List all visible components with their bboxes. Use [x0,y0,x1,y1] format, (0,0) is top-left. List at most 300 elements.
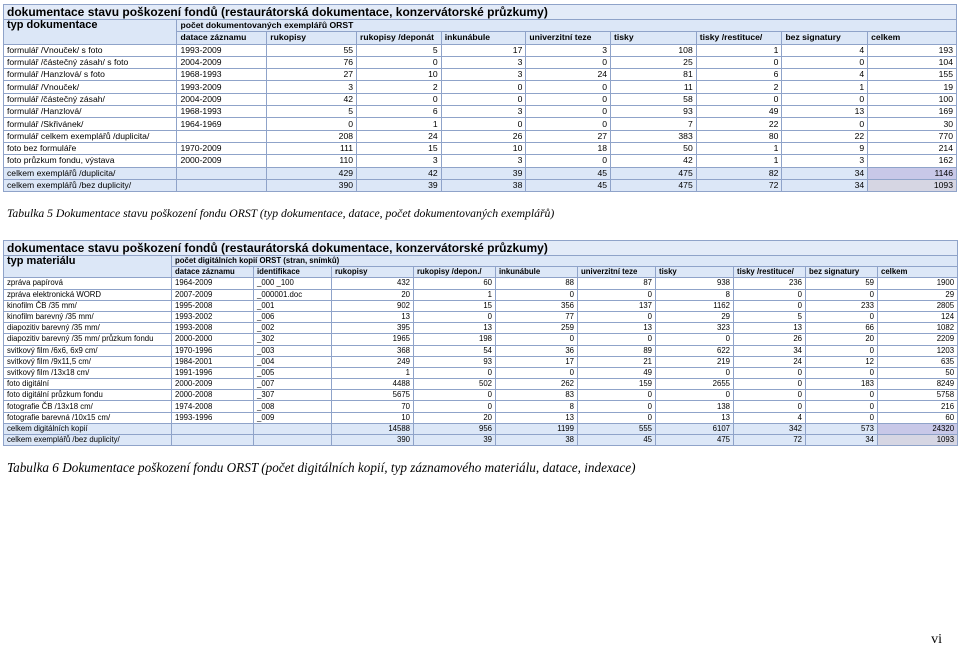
table-cell: 262 [496,379,578,390]
table-cell: 368 [332,345,414,356]
table-cell: 0 [806,367,878,378]
table-cell: 124 [878,311,958,322]
column-header: tisky [611,32,697,44]
table-cell: 0 [526,106,611,118]
table-cell: 13 [578,323,656,334]
table-cell: 13 [656,412,734,423]
table-cell: 76 [267,56,357,68]
table-cell: 3 [267,81,357,93]
table-cell: 214 [868,142,957,154]
table-cell: 249 [332,356,414,367]
table-cell: 2000-2009 [172,379,254,390]
total-cell: 45 [526,167,611,179]
column-header: rukopisy /depon./ [414,267,496,278]
table-cell: 11 [611,81,697,93]
table-cell: _006 [254,311,332,322]
row-label: diapozitiv barevný /35 mm/ průzkum fondu [4,334,172,345]
total-cell: 39 [414,435,496,446]
table-cell: _000 _100 [254,278,332,289]
table-cell: 162 [868,155,957,167]
table-cell: 89 [578,345,656,356]
total-label: celkem exemplářů /bez duplicity/ [4,435,172,446]
table-cell: 26 [441,130,526,142]
total-label: celkem digitálních kopií [4,423,172,434]
row-label: foto digitální [4,379,172,390]
row-label: formulář /částečný zásah/ s foto [4,56,177,68]
table-cell: 1 [696,155,782,167]
table-cell: 902 [332,300,414,311]
table-cell: 159 [578,379,656,390]
row-label: formulář /Skřivánek/ [4,118,177,130]
table-cell: 22 [782,130,868,142]
total-cell: 475 [611,167,697,179]
table-cell: _009 [254,412,332,423]
table-cell: 0 [782,56,868,68]
table-cell: 395 [332,323,414,334]
table-cell: 0 [656,390,734,401]
damage-documentation-table [3,4,957,192]
table-cell: _002 [254,323,332,334]
table-row [4,345,958,356]
total-cell: 6107 [656,423,734,434]
table-cell: 0 [806,289,878,300]
table-cell: 3 [782,155,868,167]
total-cell: 24320 [878,423,958,434]
total-cell: 1093 [878,435,958,446]
table-row [4,412,958,423]
table-cell: 1 [332,367,414,378]
table-row [4,390,958,401]
column-header: univerzitní teze [526,32,611,44]
row-label: diapozitiv barevný /35 mm/ [4,323,172,334]
table-cell: 12 [806,356,878,367]
table-cell: 432 [332,278,414,289]
total-cell: 573 [806,423,878,434]
table-cell: 100 [868,93,957,105]
table-cell: 1964-2009 [172,278,254,289]
table-row [4,334,958,345]
table-row [4,311,958,322]
row-label: fotografie ČB /13x18 cm/ [4,401,172,412]
table-cell: 1968-1993 [177,106,267,118]
column-header: inkunábule [496,267,578,278]
table-cell: 22 [696,118,782,130]
total-cell: 72 [734,435,806,446]
total-cell: 82 [696,167,782,179]
table-row [4,44,957,56]
table-cell: 13 [332,311,414,322]
table-cell: 1 [357,118,442,130]
table-cell: 0 [782,93,868,105]
table-cell: 2 [357,81,442,93]
table-cell: 0 [578,401,656,412]
table-cell: 20 [414,412,496,423]
table-cell: 27 [526,130,611,142]
table-cell: 0 [806,412,878,423]
total-cell [177,179,267,191]
table-row [4,118,957,130]
table-cell: _008 [254,401,332,412]
table-cell: 0 [414,367,496,378]
table-cell: 0 [441,81,526,93]
table-cell: 3 [526,44,611,56]
table-cell: 5 [267,106,357,118]
total-cell [172,423,254,434]
table1-caption: Tabulka 5 Dokumentace stavu poškození fondu ORST (typ dokumentace, datace, počet dokumentovaných exemplářů) [7,207,555,220]
table-cell: 3 [441,106,526,118]
table-cell: 0 [782,118,868,130]
table-cell: 1203 [878,345,958,356]
table-cell: 0 [578,289,656,300]
table-cell: 1993-2002 [172,311,254,322]
table-cell: 0 [496,289,578,300]
table-cell: 2004-2009 [177,56,267,68]
table-cell: 0 [806,311,878,322]
table-cell: 60 [878,412,958,423]
table-cell: 0 [414,311,496,322]
table-row [4,401,958,412]
table-cell: 110 [267,155,357,167]
row-label: formulář /Hanzlová/ [4,106,177,118]
table-cell: 9 [782,142,868,154]
table2-group-label: počet digitálních kopií ORST (stran, snímků) [172,256,958,267]
table-cell: 0 [578,311,656,322]
table-cell: 0 [526,81,611,93]
table-cell: 55 [267,44,357,56]
table-cell: 5675 [332,390,414,401]
table-cell: 29 [878,289,958,300]
total-cell: 475 [611,179,697,191]
total-cell: 38 [441,179,526,191]
table-cell: 2000-2008 [172,390,254,401]
table-cell: 24 [357,130,442,142]
table-cell: 1900 [878,278,958,289]
table-cell: 49 [696,106,782,118]
table-cell: 1162 [656,300,734,311]
table-cell: 2000-2000 [172,334,254,345]
table-cell: 236 [734,278,806,289]
row-label: svitkový film /9x11,5 cm/ [4,356,172,367]
table-cell: 0 [526,56,611,68]
table-row [4,155,957,167]
table-row [4,278,958,289]
table-cell: 70 [332,401,414,412]
table-cell: 8 [496,401,578,412]
table-cell: 0 [734,367,806,378]
table-cell: _302 [254,334,332,345]
table2-caption: Tabulka 6 Dokumentace poškození fondu ORST (počet digitálních kopií, typ záznamového materiálu, datace, indexace) [7,460,636,475]
table-cell: 6 [696,69,782,81]
table-cell: 1082 [878,323,958,334]
table-cell: 2000-2009 [177,155,267,167]
table-cell: 17 [441,44,526,56]
table-cell: 0 [578,412,656,423]
table-cell: 2805 [878,300,958,311]
table-cell: 4488 [332,379,414,390]
table-cell: 13 [414,323,496,334]
table-cell: 323 [656,323,734,334]
column-header: datace záznamu [177,32,267,44]
table-cell: 0 [414,401,496,412]
table-cell: 21 [578,356,656,367]
table-cell: 20 [806,334,878,345]
table-cell: 183 [806,379,878,390]
column-header: univerzitní teze [578,267,656,278]
table-cell: 622 [656,345,734,356]
table-cell: 10 [441,142,526,154]
column-header: rukopisy [267,32,357,44]
table-cell: 0 [414,390,496,401]
table-cell: 36 [496,345,578,356]
table-cell: 0 [578,334,656,345]
total-label: celkem exemplářů /bez duplicity/ [4,179,177,191]
total-cell: 475 [656,435,734,446]
table-cell: 0 [496,334,578,345]
row-label: kinofilm barevný /35 mm/ [4,311,172,322]
table-cell: 1965 [332,334,414,345]
column-header: rukopisy [332,267,414,278]
table-cell: 104 [868,56,957,68]
table-cell: 155 [868,69,957,81]
table-cell: 26 [734,334,806,345]
row-label: formulář /Hanzlová/ s foto [4,69,177,81]
table-cell: 8249 [878,379,958,390]
table-cell: 1984-2001 [172,356,254,367]
table-cell: 49 [578,367,656,378]
table-row [4,81,957,93]
table-cell: 1 [782,81,868,93]
table-cell: 1993-1996 [172,412,254,423]
table-cell: _005 [254,367,332,378]
table-cell: 3 [441,69,526,81]
table-cell: 1995-2008 [172,300,254,311]
row-label: formulář /Vnouček/ [4,81,177,93]
column-header: celkem [868,32,957,44]
table-cell: 108 [611,44,697,56]
table-cell: 50 [611,142,697,154]
table-cell: 10 [357,69,442,81]
table-cell: _007 [254,379,332,390]
total-cell: 42 [357,167,442,179]
table-cell: 50 [878,367,958,378]
total-cell: 1199 [496,423,578,434]
table-cell: 219 [656,356,734,367]
table-row [4,323,958,334]
table-cell: 93 [611,106,697,118]
row-label: svitkový film /6x6, 6x9 cm/ [4,345,172,356]
table-cell: 635 [878,356,958,367]
table-cell: 0 [526,155,611,167]
table-cell: 0 [496,367,578,378]
total-label: celkem exemplářů /duplicita/ [4,167,177,179]
table-cell: 1993-2009 [177,81,267,93]
table-cell: 13 [782,106,868,118]
table-cell: 42 [267,93,357,105]
table-cell: 137 [578,300,656,311]
table-cell: 0 [267,118,357,130]
table-cell: 4 [782,44,868,56]
column-header: datace záznamu [172,267,254,278]
total-cell: 555 [578,423,656,434]
digital-copies-table [3,240,958,446]
table-cell: 2 [696,81,782,93]
column-header: identifikace [254,267,332,278]
total-cell [254,423,332,434]
table-cell: 93 [414,356,496,367]
table-cell: 66 [806,323,878,334]
total-cell: 39 [357,179,442,191]
table-cell: 216 [878,401,958,412]
table-row [4,130,957,142]
table-cell: 198 [414,334,496,345]
table-cell: 502 [414,379,496,390]
table-cell: 2007-2009 [172,289,254,300]
table-cell [177,130,267,142]
table-cell: 0 [806,390,878,401]
table-cell: 42 [611,155,697,167]
table-cell: 88 [496,278,578,289]
table-cell: 0 [696,93,782,105]
table-cell: 10 [332,412,414,423]
table-cell: 356 [496,300,578,311]
row-label: zpráva elektronická WORD [4,289,172,300]
table-cell: 77 [496,311,578,322]
table-cell: 770 [868,130,957,142]
total-cell: 45 [578,435,656,446]
table-cell: 383 [611,130,697,142]
column-header: inkunábule [441,32,526,44]
row-label: svitkový film /13x18 cm/ [4,367,172,378]
table-cell: 24 [526,69,611,81]
table-cell: 25 [611,56,697,68]
row-label: foto digitální průzkum fondu [4,390,172,401]
total-cell: 1146 [868,167,957,179]
table-cell: 1993-2008 [172,323,254,334]
table1-corner-label: typ dokumentace [4,20,177,45]
table-cell: 1974-2008 [172,401,254,412]
table-cell: 1970-2009 [177,142,267,154]
table-cell: 169 [868,106,957,118]
row-label: formulář /Vnouček/ s foto [4,44,177,56]
table-cell: 208 [267,130,357,142]
table2-title: dokumentace stavu poškození fondů (restaurátorská dokumentace, konzervátorské průzkumy) [4,241,958,256]
table-cell: 0 [357,93,442,105]
total-cell: 956 [414,423,496,434]
column-header: tisky [656,267,734,278]
table-cell: 18 [526,142,611,154]
table-cell: 29 [656,311,734,322]
column-header: bez signatury [806,267,878,278]
table-cell: 3 [357,155,442,167]
row-label: foto bez formuláře [4,142,177,154]
table1-title: dokumentace stavu poškození fondů (restaurátorská dokumentace, konzervátorské průzkumy) [4,5,957,20]
table-cell: 0 [734,390,806,401]
total-row [4,435,958,446]
table-cell: 0 [696,56,782,68]
table-cell: 24 [734,356,806,367]
table-row [4,289,958,300]
total-cell: 38 [496,435,578,446]
table-cell: 13 [734,323,806,334]
table-cell: 1970-1996 [172,345,254,356]
table-cell: 0 [656,334,734,345]
table-cell: 0 [357,56,442,68]
table-cell: 15 [357,142,442,154]
row-label: formulář celkem exemplářů /duplicita/ [4,130,177,142]
row-label: kinofilm ČB /35 mm/ [4,300,172,311]
row-label: foto průzkum fondu, výstava [4,155,177,167]
total-row [4,179,957,191]
table-cell: _004 [254,356,332,367]
table-row [4,367,958,378]
total-cell: 72 [696,179,782,191]
total-cell: 34 [782,179,868,191]
table-cell: 13 [496,412,578,423]
table-cell: 34 [734,345,806,356]
column-header: tisky /restituce/ [696,32,782,44]
table-cell: 138 [656,401,734,412]
column-header: celkem [878,267,958,278]
table-cell: 111 [267,142,357,154]
table-cell: 87 [578,278,656,289]
table-cell: 938 [656,278,734,289]
table2-corner-label: typ materiálu [4,256,172,278]
table-cell: _307 [254,390,332,401]
table-cell: 0 [441,118,526,130]
total-cell: 1093 [868,179,957,191]
table-cell: 0 [734,401,806,412]
total-cell [254,435,332,446]
table-cell: 7 [611,118,697,130]
table-cell: 2004-2009 [177,93,267,105]
total-cell: 45 [526,179,611,191]
total-cell: 39 [441,167,526,179]
table-cell: 17 [496,356,578,367]
table1-group-label: počet dokumentovaných exemplářů ORST [177,20,957,32]
table-cell: 193 [868,44,957,56]
table-cell: 8 [656,289,734,300]
total-cell [177,167,267,179]
total-cell: 34 [806,435,878,446]
table-cell: 83 [496,390,578,401]
row-label: zpráva papírová [4,278,172,289]
table-row [4,106,957,118]
table-cell: 0 [734,379,806,390]
table-cell: 233 [806,300,878,311]
table-cell: 4 [734,412,806,423]
table-cell: 259 [496,323,578,334]
table-row [4,300,958,311]
column-header: bez signatury [782,32,868,44]
table-cell: 20 [332,289,414,300]
table-cell: 60 [414,278,496,289]
table-cell: 1993-2009 [177,44,267,56]
table-cell: 1 [696,44,782,56]
total-cell: 390 [267,179,357,191]
table-cell: _001 [254,300,332,311]
table-cell: 27 [267,69,357,81]
page-number: vi [931,632,942,647]
table-row [4,93,957,105]
total-cell: 342 [734,423,806,434]
table-row [4,356,958,367]
table-cell: 19 [868,81,957,93]
table-cell: 59 [806,278,878,289]
table-cell: 0 [578,390,656,401]
column-header: rukopisy /deponát [357,32,442,44]
table-cell: 58 [611,93,697,105]
table-cell: 1964-1969 [177,118,267,130]
